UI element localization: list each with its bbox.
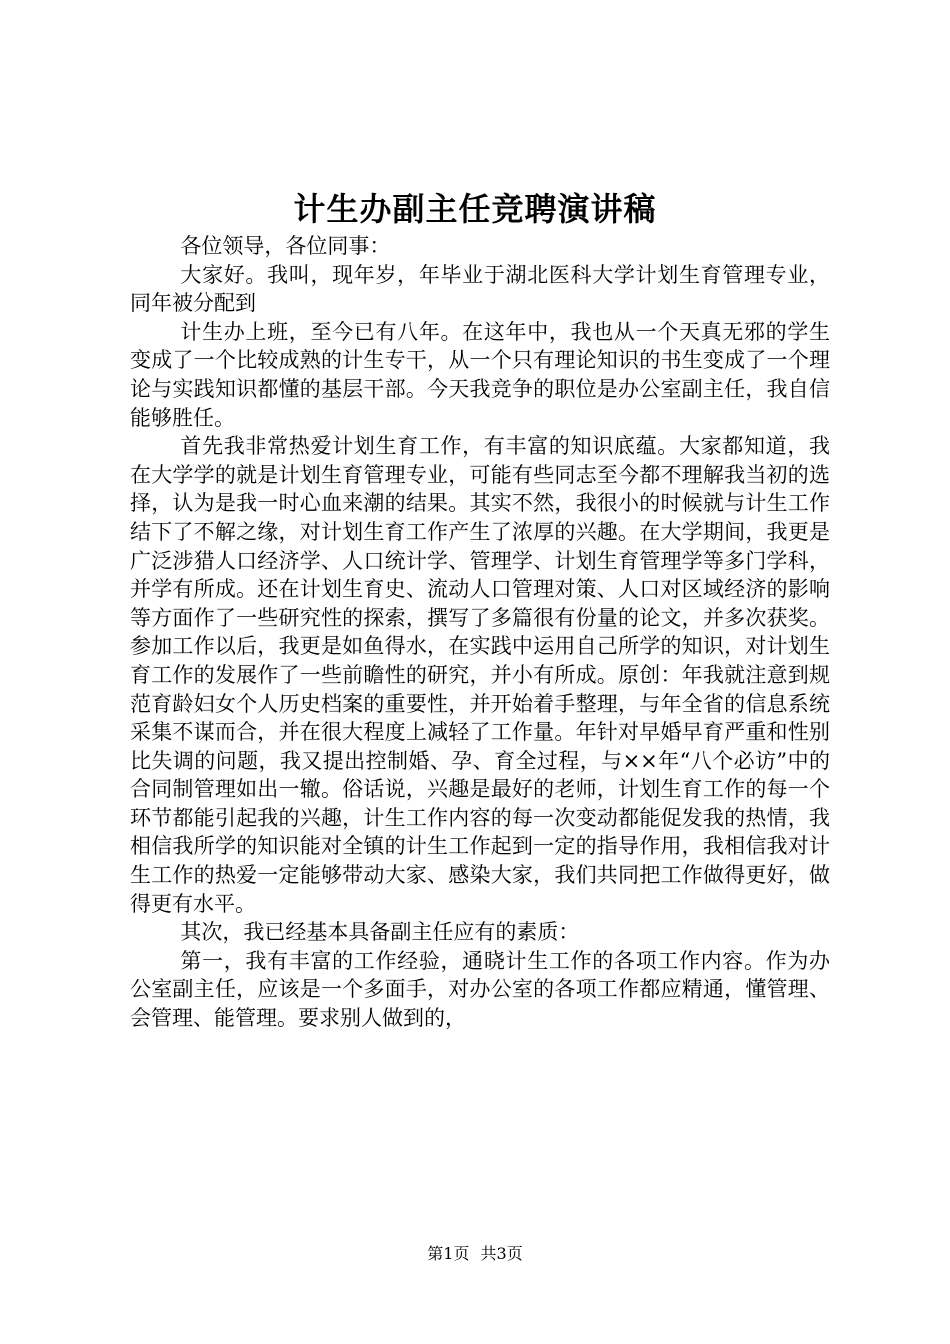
paragraph-experience: 计生办上班，至今已有八年。在这年中，我也从一个天真无邪的学生变成了一个比较成熟的计生专干，从一个只有理论知识的书生变成了一个理论与实践知识都懂的基层干部。今天我竞争的职位是办公室副主任，我自信能够胜任。 [130, 319, 830, 430]
document-title: 计生办副主任竞聘演讲稿 [293, 190, 657, 228]
page-number: 第1页 [427, 1244, 470, 1263]
document-body [130, 232, 830, 1033]
paragraph-intro: 大家好。我叫，现年岁，年毕业于湖北医科大学计划生育管理专业，同年被分配到 [130, 262, 830, 316]
paragraph-greeting: 各位领导，各位同事： [180, 234, 391, 258]
page-footer [0, 1243, 950, 1265]
paragraph-qualities-heading: 其次，我已经基本具备副主任应有的素质： [180, 920, 580, 945]
paragraph-passion: 首先我非常热爱计划生育工作，有丰富的知识底蕴。大家都知道，我在大学学的就是计划生育管理专业，可能有些同志至今都不理解我当初的选择，认为是我一时心血来潮的结果。其实不然，我很小的时候就与计生工作结下了不解之缘，对计划生育工作产生了浓厚的兴趣。在大学期间，我更是广泛涉猎人口经济学、人口统计学、管理学、计划生育管理学等多门学科，并学有所成。还在计划生育史、流动人口管理对策、人口对区域经济的影响等方面作了一些研究性的探索，撰写了多篇很有份量的论文，并多次获奖。参加工作以后，我更是如鱼得水，在实践中运用自己所学的知识，对计划生育工作的发展作了一些前瞻性的研究，并小有所成。原创：年我就注意到规范育龄妇女个人历史档案的重要性，并开始着手整理，与年全省的信息系统采集不谋而合，并在很大程度上减轻了工作量。年针对早婚早育严重和性别比失调的问题，我又提出控制婚、孕、育全过程，与××年“八个必访”中的合同制管理如出一辙。俗话说，兴趣是最好的老师，计划生育工作的每一个环节都能引起我的兴趣，计生工作内容的每一次变动都能促发我的热情，我相信我所学的知识能对全镇的计生工作起到一定的指导作用，我相信我对计生工作的热爱一定能够带动大家、感染大家，我们共同把工作做得更好，做得更有水平。 [130, 434, 830, 916]
page-total: 共3页 [480, 1244, 523, 1263]
paragraph-first-quality: 第一，我有丰富的工作经验，通晓计生工作的各项工作内容。作为办公室副主任，应该是一个多面手，对办公室的各项工作都应精通，懂管理、会管理、能管理。要求别人做到的， [130, 948, 830, 1031]
